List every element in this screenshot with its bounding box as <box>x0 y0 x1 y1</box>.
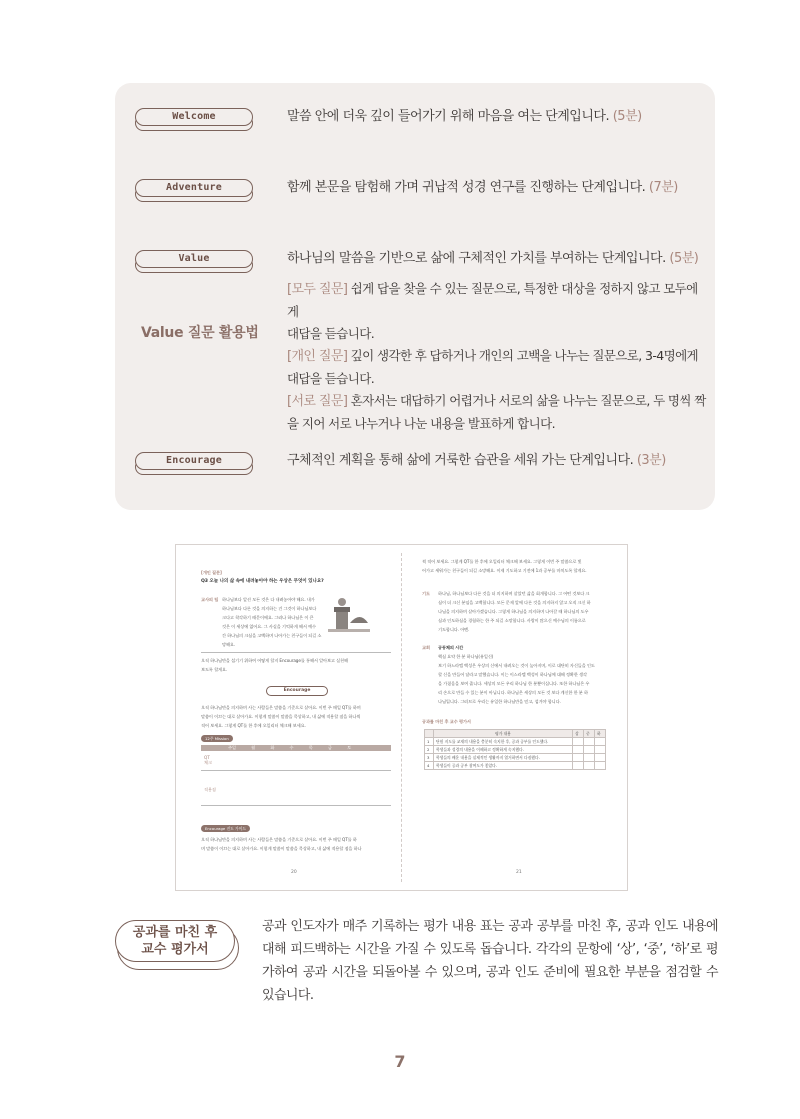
mini-paragraph-2: 오직 하나님만을 의지하며 사는 사람들은 말씀을 기준으로 살아요. 이번 주 매일 QT를 하며 말씀이 이끄는 대로 살아가요. 이렇게 말씀이 말씀을 묵상하고, 내 삶에 적용할 점을 하나씩 적어 보세요. 그렇게 QT를 한 후에 오일리터 체크해 보세요. <box>201 705 361 728</box>
value-usage-title: Value 질문 활용법 <box>141 325 259 341</box>
welcome-description: 말씀 안에 더욱 깊이 들어가기 위해 마음을 여는 단계입니다. (5분) <box>287 109 642 124</box>
evaluation-description: 공과 인도자가 매주 기록하는 평가 내용 표는 공과 공부를 마친 후, 공과 인도 내용에 대해 피드백하는 시간을 가질 수 있도록 돕습니다. 각각의 문항에 ‘상’, ‘중’, ‘하’로 평가하여 공과 시간을 되돌아볼 수 있으며, 공과 인도 준비에 필요한 부분을 점검할 수 있습니다. <box>262 919 718 1003</box>
mini-page-21: 21 <box>516 870 522 875</box>
book-spread-preview <box>175 544 628 891</box>
mini-eval-table: 평가 내용 상 중 하 1 단원 지도를 교재의 내용을 충분히 숙지한 후, 공과 공부를 인도했다. 2 학생들과 성경의 내용을 이해하고 정확하게 숙지했다. 3 학생들의 배운 내용을 실제적인 생활까지 열거하면서 다짐했다. 4 학생들이 공과 공부 참여도가 좋았다. <box>424 729 606 770</box>
value-description: 하나님의 말씀을 기반으로 삶에 구체적인 가치를 부여하는 단계입니다. (5분) <box>287 251 699 266</box>
question-type-all: [모두 질문] 쉽게 답을 찾을 수 있는 질문으로, 특정한 대상을 정하지 않고 모두에게 <box>287 281 698 319</box>
adventure-description: 함께 본문을 탐험해 가며 귀납적 성경 연구를 진행하는 단계입니다. (7분) <box>287 180 678 195</box>
mini-eval-title: 공과를 마친 후 교수 평가서 <box>422 719 471 724</box>
encourage-badge <box>135 455 253 475</box>
adventure-badge <box>135 182 253 202</box>
evaluation-badge-line1: 공과를 마친 후 <box>132 925 218 940</box>
mini-doctrine-tag: 교회 <box>422 645 430 650</box>
mini-section-label: [개인 질문] <box>201 570 222 575</box>
value-question-list: [모두 질문] 쉽게 답을 찾을 수 있는 질문으로, 특정한 대상을 정하지 않고 모두에게 대답을 듣습니다. [개인 질문] 깊이 생각한 후 답하거나 개인의 고백을 나누는 질문으로, 3-4명에게 대답을 듣습니다. [서로 질문] 혼자서는 대답하기 어렵거나 서로의 삶을 나누는 질문으로, 두 명씩 짝 을 지어 서로 나누거나 나눈 내용을 발표하게 합니다. <box>287 278 709 435</box>
mini-guide-text: 하나님보다 앞선 모든 것은 다 내려놓아야 해요. 내가 하나님보다 다른 것을 의지하는 건 그것이 하나님보다 크다고 착각하기 때문이에요. 그러나 하나님은 이 큰 것은 이 세상에 없어요. 그 사실을 기억하게 해서 예수 간 하나님의 크심을 고백하며 나아가는 친구들이 되길 소 망해요. <box>222 597 322 647</box>
mini-prayer-tag: 기도 <box>422 591 430 596</box>
encourage-description: 구체적인 계획을 통해 삶에 거룩한 습관을 세워 가는 단계입니다. (3분) <box>287 453 666 468</box>
evaluation-badge <box>115 918 241 970</box>
mini-right-top: 씩 적어 보세요. 그렇게 QT를 한 후에 오일리터 체크해 보세요. 그렇게 이번 주 말씀으로 빛 어가고 세워가는 친구들이 되길 소망해요. 이제 기도하고 기전에 1과 공부를 마치도록 할게요. <box>422 559 587 573</box>
welcome-label: Welcome <box>135 108 253 126</box>
mini-divider <box>201 652 391 653</box>
adventure-label: Adventure <box>135 179 253 197</box>
mini-doctrine-sub: 핵심 요약 한 분 하나님(유일신) <box>438 654 494 659</box>
mini-prayer-text: 하나님, 하나님보다 다른 것을 더 의지하며 살았던 삶을 회개합니다. 그 어떤 것보다 크 심이 더 크신 분임을 고백합니다. 모든 문제 앞에 다른 것을 의지하지 않고 오직 크신 하 나님을 의지하며 살아가겠습니다. 그렇게 하나님을 의지하며 나아갈 때 하나님의 도우 심과 인도하심을 경험하는 한 주 되길 소망합니다. 사랑이 많으신 예수님의 이름으로 기도합니다. 아멘. <box>438 591 591 632</box>
mini-encourage-pill: Encourage <box>266 686 328 696</box>
mini-page-20: 20 <box>291 870 297 875</box>
value-badge <box>135 253 253 273</box>
mini-apply-row-label: 적용점 <box>204 787 216 792</box>
page-number: 7 <box>394 1052 406 1071</box>
mini-guide-tag: 교사의 팁 <box>201 597 219 602</box>
mini-doctrine-text: 보기 하느라엘 백성은 우상의 신에서 내려오는 것이 높아지며, 이로 대단히 자신들을 인도 할 신을 만들어 달라고 말했습니다. 이는 이스라엘 백성이 하나님께 대해 정확한 생각 을 가졌음을 보여 줍니다. 세상의 모든 우리 하나님 한 분뿐이십니다. 또한 하나님은 우 리 손으로 만들 수 있는 분이 아닙니다. 하나님은 세상의 모든 것 보다 계신한 한 분 하 나님입니다. 그러므로 우리는 유일한 하나님만을 믿고, 섬겨야 합니다. <box>438 663 595 704</box>
stage-panel <box>115 83 715 510</box>
question-type-mutual: [서로 질문] 혼자서는 대답하기 어렵거나 서로의 삶을 나누는 질문으로, 두 명씩 짝 <box>287 393 706 409</box>
mini-guide2-tag: Encourage 진도 가이드 <box>201 825 250 832</box>
mini-days: 주일 월 화 수 목 금 토 <box>228 745 352 750</box>
mini-illustration <box>326 593 371 633</box>
mini-doctrine-title: 공동체의 시간 <box>438 645 464 650</box>
mini-paragraph-1: 오직 하나님만을 섬기기 위하여 어떻게 할지 Encourage를 통해서 알아보고 실천해 보도록 할게요. <box>201 658 348 672</box>
mini-qt-row-label: QT 체크 <box>204 755 212 765</box>
encourage-label: Encourage <box>135 452 253 470</box>
mini-mission-tag: 12주 Mission <box>201 735 233 742</box>
question-type-personal: [개인 질문] 깊이 생각한 후 답하거나 개인의 고백을 나누는 질문으로, 3-4명에게 <box>287 348 699 364</box>
mini-paragraph-3: 오직 하나님만을 의지하며 사는 사람들은 말씀을 기준으로 살아요. 이번 주 매일 QT를 하 며 말씀이 이끄는 대로 살아가요. 이렇게 말씀이 말씀을 묵상하고, 내 삶에 적용할 점을 하나 <box>201 837 362 851</box>
welcome-badge <box>135 111 253 131</box>
value-label: Value <box>135 250 253 268</box>
evaluation-badge-line2: 교수 평가서 <box>141 942 209 957</box>
mini-question: Q3 오늘 나의 삶 속에 내려놓아야 하는 우상은 무엇이 있나요? <box>201 579 324 584</box>
spread-fold <box>401 553 402 882</box>
